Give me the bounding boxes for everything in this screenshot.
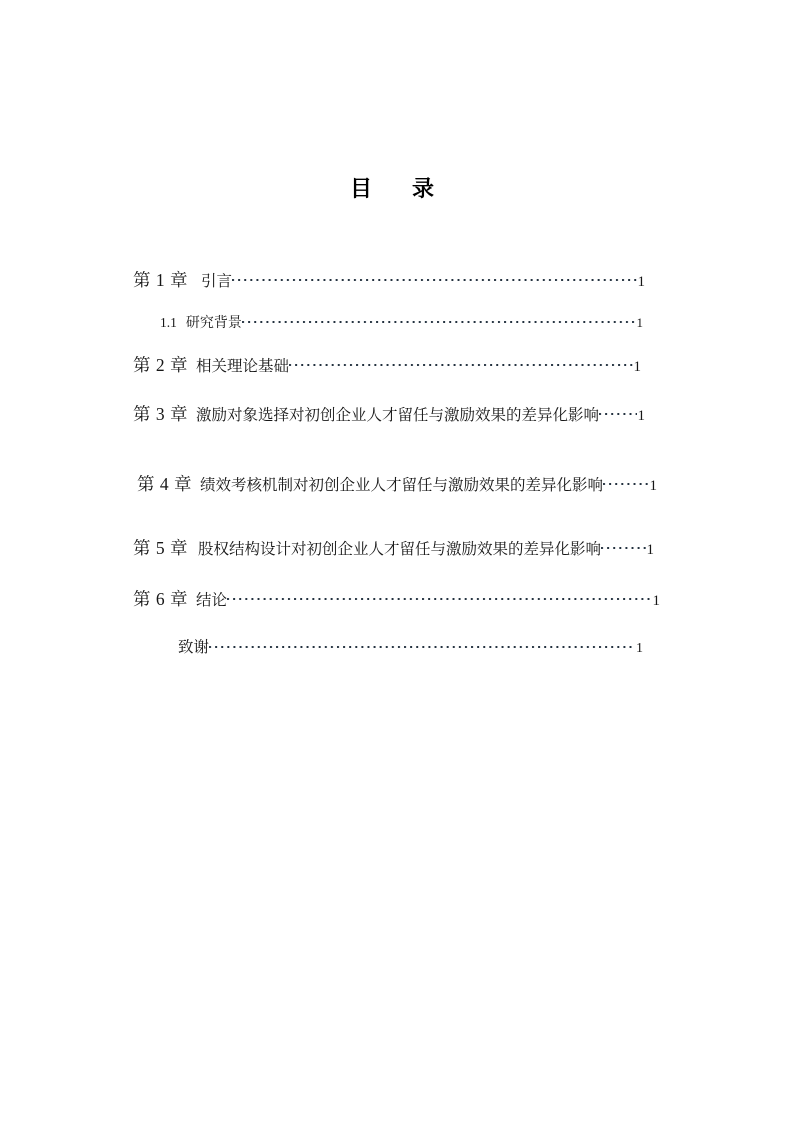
toc-dot-leader <box>232 269 636 286</box>
toc-entry-title: 激励对象选择对初创企业人才留任与激励效果的差异化影响 <box>196 407 600 424</box>
toc-dot-leader <box>227 588 651 605</box>
toc-entry-number: 第 3 章 <box>133 404 188 424</box>
toc-page-number: 1 <box>636 315 643 330</box>
toc-dot-leader <box>209 637 635 652</box>
toc-entry[interactable] <box>178 637 643 656</box>
toc-dot-leader <box>599 403 636 420</box>
toc-entry-title: 结论 <box>196 592 228 609</box>
toc-entry-label <box>178 640 209 656</box>
toc-page-number: 1 <box>649 478 657 494</box>
toc-entry-title: 股权结构设计对初创企业人才留任与激励效果的差异化影响 <box>198 541 602 558</box>
toc-entry[interactable] <box>133 403 645 424</box>
toc-page-number: 1 <box>636 641 643 656</box>
toc-entry[interactable] <box>133 354 641 375</box>
toc-page-number: 1 <box>633 359 641 375</box>
toc-entry-label <box>133 357 289 375</box>
toc-entry-number: 第 5 章 <box>133 538 188 558</box>
toc-entry-title: 引言 <box>201 273 233 290</box>
toc-page-number: 1 <box>637 274 645 290</box>
toc-entry-label <box>160 316 242 331</box>
toc-entry[interactable] <box>133 588 660 609</box>
toc-entry-title: 绩效考核机制对初创企业人才留任与激励效果的差异化影响 <box>200 477 604 494</box>
toc-entry-title: 研究背景 <box>185 316 242 331</box>
toc-entry-label <box>133 272 232 290</box>
toc-entry-label <box>133 540 601 558</box>
toc-entry-title: 致谢 <box>178 639 210 656</box>
toc-dot-leader <box>603 473 648 490</box>
toc-page-number: 1 <box>637 408 645 424</box>
toc-entry[interactable] <box>133 269 645 290</box>
toc-page-number: 1 <box>646 542 654 558</box>
toc-dot-leader <box>242 313 636 327</box>
toc-page-number: 1 <box>652 593 660 609</box>
toc-entry-number: 1.1 <box>160 315 177 330</box>
toc-entry-label <box>133 406 599 424</box>
toc-entry-number: 第 2 章 <box>133 355 188 375</box>
toc-dot-leader <box>601 537 645 554</box>
toc-entry-label <box>137 476 603 494</box>
toc-entry-label <box>133 591 227 609</box>
toc-dot-leader <box>289 354 632 371</box>
page-title: 目 录 <box>349 177 443 202</box>
toc-entry[interactable] <box>160 313 643 331</box>
toc-entry-number: 第 4 章 <box>137 474 192 494</box>
toc-entry-number: 第 1 章 <box>133 270 188 290</box>
toc-entry-title: 相关理论基础 <box>196 358 290 375</box>
toc-entry[interactable] <box>137 473 657 494</box>
toc-entry[interactable] <box>133 537 654 558</box>
toc-entry-number: 第 6 章 <box>133 589 188 609</box>
